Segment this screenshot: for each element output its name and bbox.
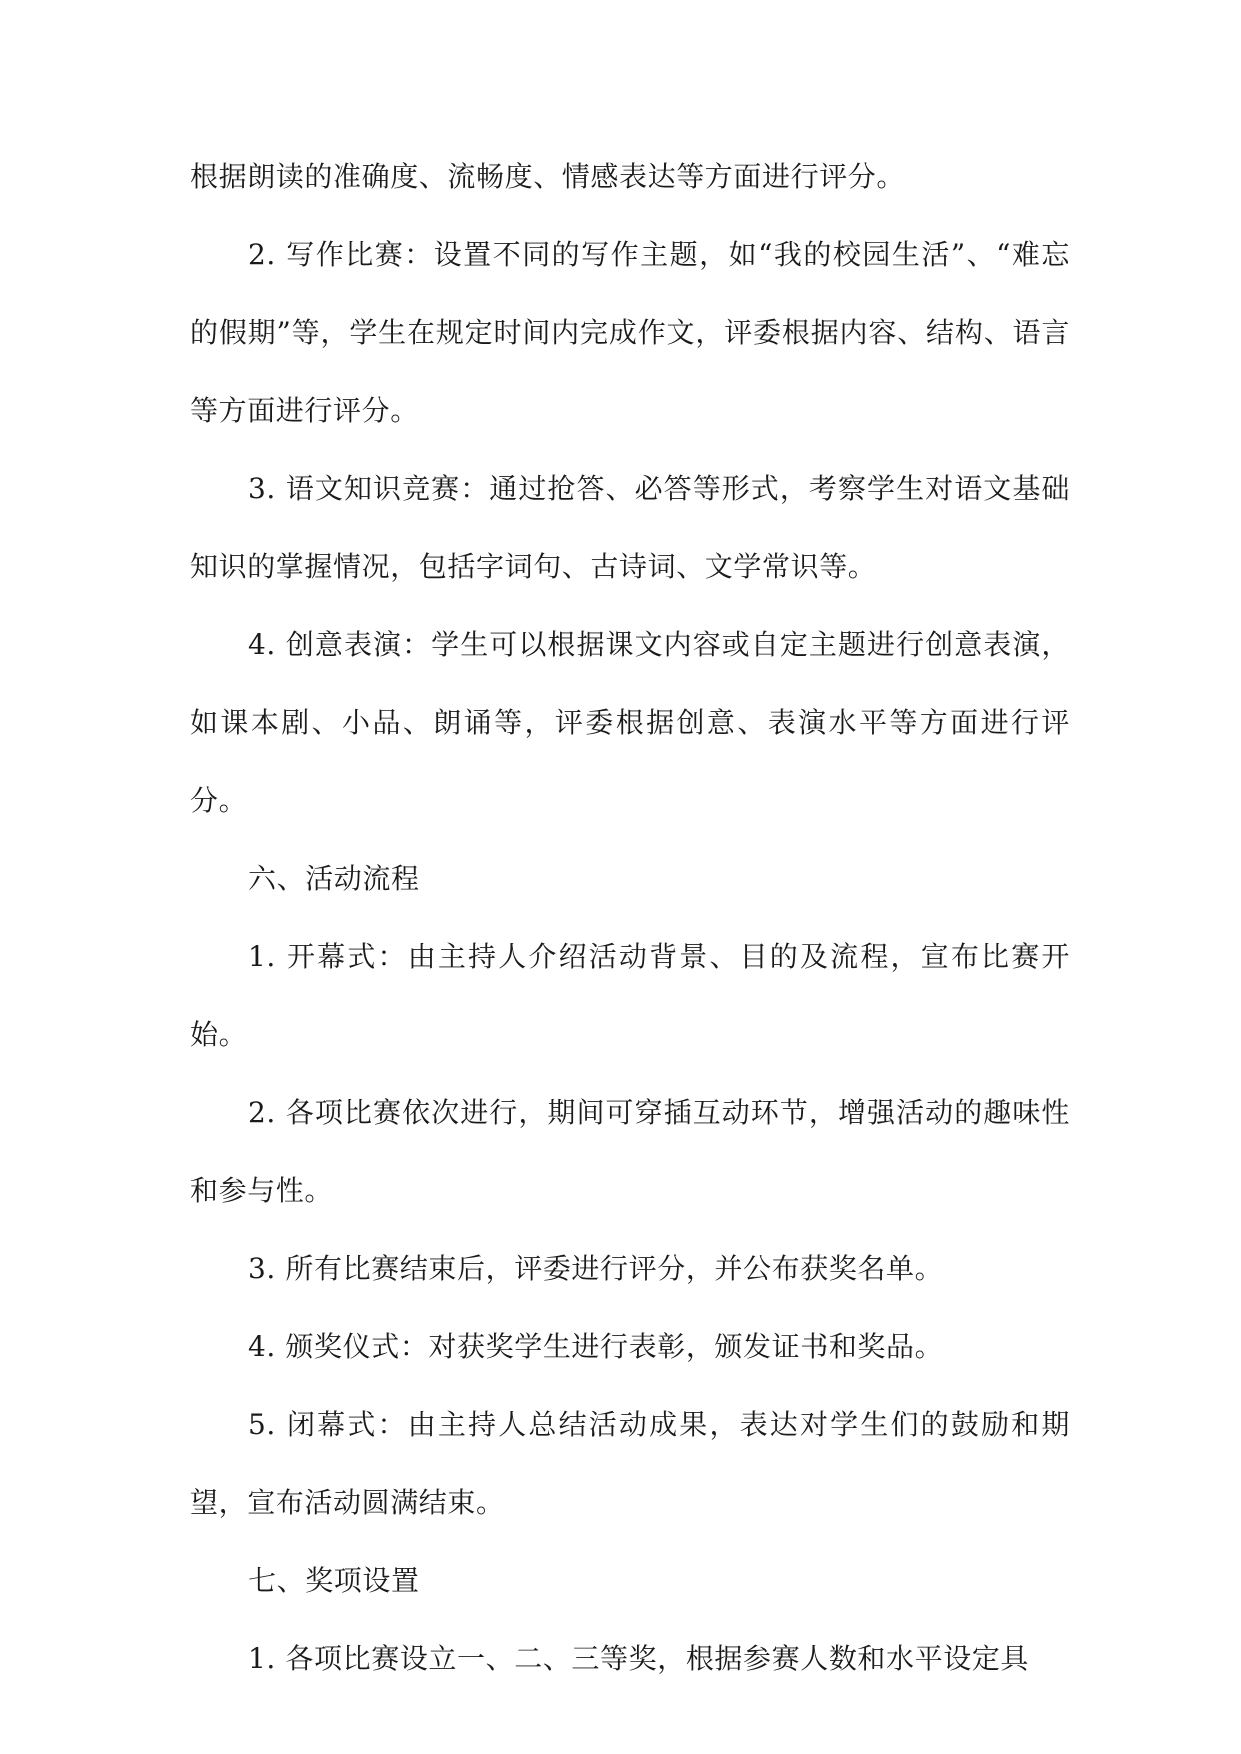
paragraph-award-ceremony: 4. 颁奖仪式：对获奖学生进行表彰，颁发证书和奖品。 [248,1330,944,1363]
paragraph-opening-ceremony: 1. 开幕式：由主持人介绍活动背景、目的及流程，宣布比赛开始。 [190,940,1070,1051]
paragraph-writing-contest: 2. 写作比赛：设置不同的写作主题，如“我的校园生活”、“难忘的假期”等，学生在规定时间内完成作文，评委根据内容、结构、语言等方面进行评分。 [190,238,1070,427]
document-page [190,138,1070,1698]
paragraph-judging-results: 3. 所有比赛结束后，评委进行评分，并公布获奖名单。 [248,1252,944,1285]
paragraph-award-levels: 1. 各项比赛设立一、二、三等奖，根据参赛人数和水平设定具 [248,1642,1030,1675]
paragraph-creative-performance: 4. 创意表演：学生可以根据课文内容或自定主题进行创意表演，如课本剧、小品、朗诵等，评委根据创意、表演水平等方面进行评分。 [190,628,1070,817]
section-heading-activity-flow: 六、活动流程 [248,862,420,895]
paragraph-closing-ceremony: 5. 闭幕式：由主持人总结活动成果，表达对学生们的鼓励和期望，宣布活动圆满结束。 [190,1408,1070,1519]
paragraph-competitions-sequence: 2. 各项比赛依次进行，期间可穿插互动环节，增强活动的趣味性和参与性。 [190,1096,1070,1207]
paragraph-reading-scoring: 根据朗读的准确度、流畅度、情感表达等方面进行评分。 [190,160,906,193]
section-heading-awards: 七、奖项设置 [248,1564,420,1597]
paragraph-knowledge-contest: 3. 语文知识竞赛：通过抢答、必答等形式，考察学生对语文基础知识的掌握情况，包括字词句、古诗词、文学常识等。 [190,472,1070,583]
